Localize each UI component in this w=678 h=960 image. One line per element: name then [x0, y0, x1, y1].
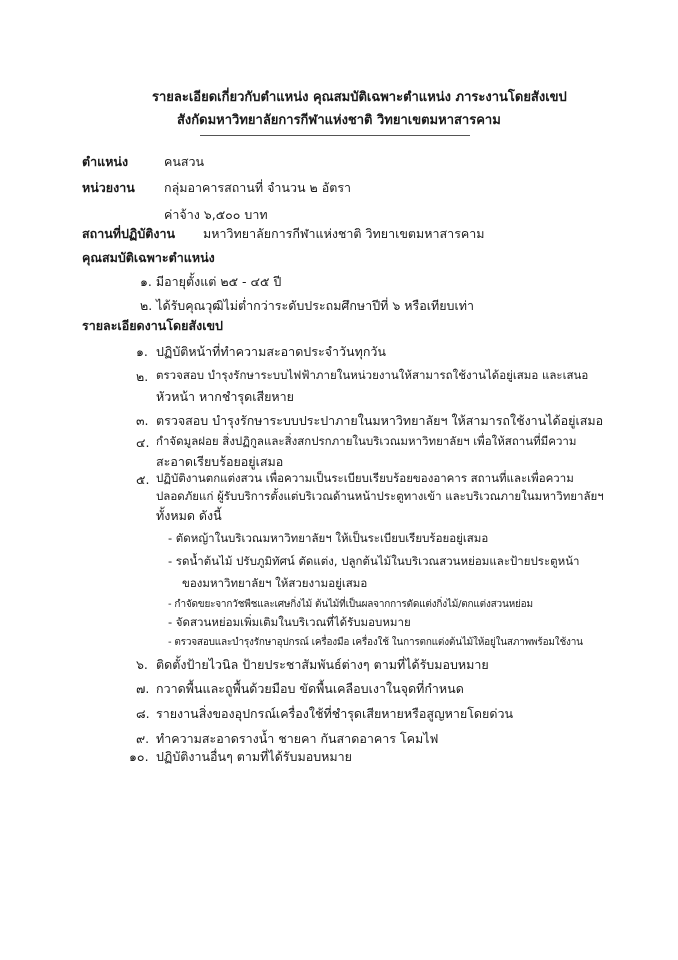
- duty-number: ๑๐.: [129, 749, 149, 764]
- document-title-line-1: รายละเอียดเกี่ยวกับตำแหน่ง คุณสมบัติเฉพาะตำแหน่ง ภาระงานโดยสังเขป: [152, 90, 567, 105]
- duty-text: ปฏิบัติงานอื่นๆ ตามที่ได้รับมอบหมาย: [156, 749, 352, 764]
- duty-number: ๕.: [136, 472, 150, 487]
- duty-text: รายงานสิ่งของอุปกรณ์เครื่องใช้ที่ชำรุดเสียหายหรือสูญหายโดยด่วน: [156, 706, 514, 721]
- qualification-item: ๑. มีอายุตั้งแต่ ๒๕ - ๔๕ ปี: [140, 274, 282, 289]
- position-label: ตำแหน่ง: [82, 154, 129, 169]
- duty-text: กวาดพื้นและถูพื้นด้วยมือบ ขัดพื้นเคลือบเงาในจุดที่กำหนด: [156, 681, 464, 696]
- duty-number: ๒.: [136, 369, 149, 384]
- duty-text: ปฏิบัติงานตกแต่งสวน เพื่อความเป็นระเบียบเรียบร้อยของอาคาร สถานที่และเพื่อความ: [156, 471, 574, 485]
- duty-text-continued: ปลอดภัยแก่ ผู้รับบริการตั้งแต่บริเวณด้านหน้าประตูทางเข้า และบริเวณภายในมหาวิทยาลัยฯ: [156, 489, 604, 503]
- sub-item: - ตัดหญ้าในบริเวณมหาวิทยาลัยฯ ให้เป็นระเบียบเรียบร้อยอยู่เสมอ: [168, 531, 489, 545]
- duty-number: ๘.: [136, 706, 150, 721]
- duty-text: ปฏิบัติหน้าที่ทำความสะอาดประจำวันทุกวัน: [156, 344, 386, 359]
- qualification-item: ๒. ได้รับคุณวุฒิไม่ต่ำกว่าระดับประถมศึกษาปีที่ ๖ หรือเทียบเท่า: [140, 298, 475, 313]
- duty-text: ติดตั้งป้ายไวนิล ป้ายประชาสัมพันธ์ต่างๆ ตามที่ได้รับมอบหมาย: [156, 657, 489, 672]
- duty-text: ทำความสะอาดรางน้ำ ชายคา กันสาดอาคาร โคมไฟ: [156, 731, 439, 746]
- unit-value: กลุ่มอาคารสถานที่ จำนวน ๒ อัตรา: [164, 180, 352, 195]
- duties-heading: รายละเอียดงานโดยสังเขป: [82, 318, 223, 333]
- duty-number: ๖.: [136, 657, 148, 672]
- duty-text: ตรวจสอบ บำรุงรักษาระบบประปาภายในมหาวิทยาลัยฯ ให้สามารถใช้งานได้อยู่เสมอ: [156, 413, 604, 428]
- duty-number: ๓.: [136, 413, 149, 428]
- qualifications-heading: คุณสมบัติเฉพาะตำแหน่ง: [82, 250, 215, 265]
- unit-label: หน่วยงาน: [82, 180, 135, 195]
- duty-number: ๑.: [136, 344, 148, 359]
- document-title-line-2: สังกัดมหาวิทยาลัยการกีฬาแห่งชาติ วิทยาเขตมหาสารคาม: [177, 113, 501, 128]
- sub-item: - ตรวจสอบและบำรุงรักษาอุปกรณ์ เครื่องมือ เครื่องใช้ ในการตกแต่งต้นไม้ให้อยู่ในสภาพพร้อมใช้งาน: [168, 637, 583, 648]
- sub-item: - กำจัดขยะจากวัชพืชและเศษกิ่งไม้ ต้นไม้ที่เป็นผลจากการตัดแต่งกิ่งไม้/ตกแต่งสวนหย่อม: [168, 599, 533, 610]
- sub-item: - จัดสวนหย่อมเพิ่มเติมในบริเวณที่ได้รับมอบหมาย: [168, 615, 411, 629]
- position-value: คนสวน: [164, 154, 205, 169]
- duty-number: ๔.: [136, 435, 150, 450]
- duty-text-continued: ทั้งหมด ดังนี้: [156, 508, 222, 523]
- duty-text: กำจัดมูลฝอย สิ่งปฏิกูลและสิ่งสกปรกภายในบริเวณมหาวิทยาลัยฯ เพื่อให้สถานที่มีความ: [156, 434, 577, 448]
- workplace-label: สถานที่ปฏิบัติงาน: [82, 226, 176, 241]
- duty-text: ตรวจสอบ บำรุงรักษาระบบไฟฟ้าภายในหน่วยงานให้สามารถใช้งานได้อยู่เสมอ และเสนอ: [156, 368, 589, 382]
- duty-number: ๙.: [136, 731, 150, 746]
- title-underline: [200, 135, 470, 136]
- duty-number: ๗.: [136, 681, 150, 696]
- workplace-value: มหาวิทยาลัยการกีฬาแห่งชาติ วิทยาเขตมหาสารคาม: [203, 226, 485, 241]
- sub-item: - รดน้ำต้นไม้ ปรับภูมิทัศน์ ตัดแต่ง, ปลูกต้นไม้ในบริเวณสวนหย่อมและป้ายประตูหน้า: [168, 554, 580, 568]
- duty-text-continued: หัวหน้า หากชำรุดเสียหาย: [156, 389, 295, 404]
- duty-text-continued: สะอาดเรียบร้อยอยู่เสมอ: [156, 454, 284, 469]
- sub-item-continued: ของมหาวิทยาลัยฯ ให้สวยงามอยู่เสมอ: [182, 576, 368, 590]
- wage-text: ค่าจ้าง ๖,๕๐๐ บาท: [164, 207, 268, 222]
